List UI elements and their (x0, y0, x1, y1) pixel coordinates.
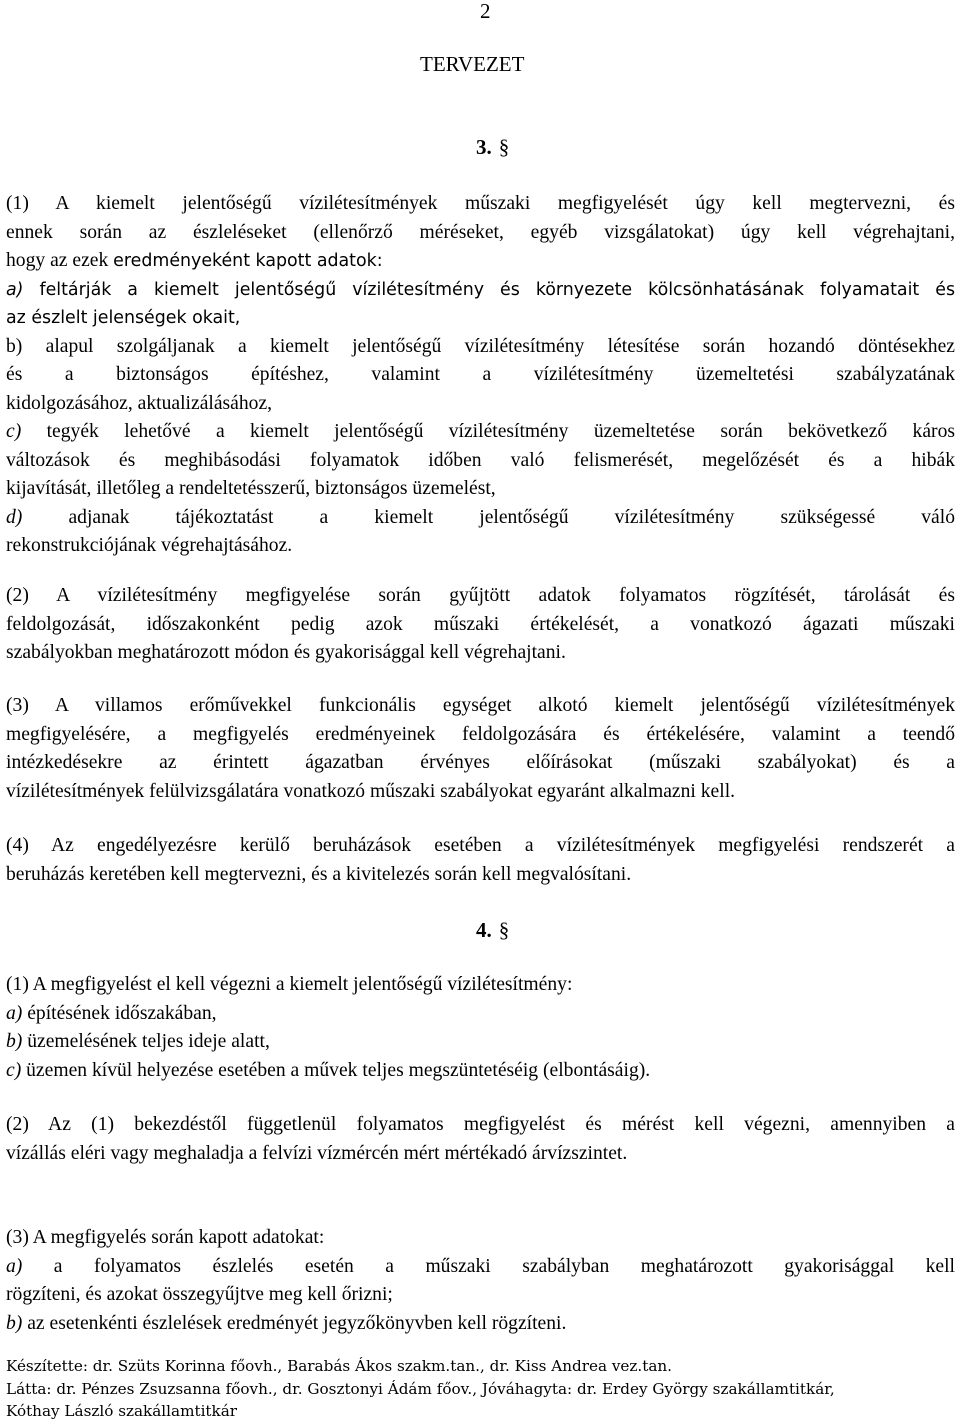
document-footer (6, 1355, 955, 1423)
section-3-number: 3. (476, 135, 492, 159)
s3p3-line-1: (3) A villamos erőművekkel funkcionális egységet alkotó kiemelt jelentőségű vízilétesítmények (6, 695, 955, 716)
s3p3-line-2: megfigyelésére, a megfigyelés eredményeinek feldolgozására és értékelésére, valamint a teendő (6, 723, 955, 745)
section-3-heading (476, 134, 509, 160)
footer-line-3: Kóthay László szakállamtitkár (6, 1402, 238, 1421)
s3p1-item-b-line-2: és a biztonságos építéshez, valamint a vízilétesítmény üzemeltetési szabályzatának (6, 364, 955, 385)
section-4-symbol: § (498, 918, 510, 942)
s3p4-line-2: beruházás keretében kell megtervezni, és a kivitelezés során kell megvalósítani. (6, 863, 632, 885)
s4p1-item-b: b) üzemelésének teljes ideje alatt, (6, 1031, 270, 1052)
page-number: 2 (480, 0, 491, 23)
s3p1-item-a-line-1: a) feltárják a kiemelt jelentőségű vízilétesítmény és környezete kölcsönhatásának folyamatait és (6, 279, 955, 300)
section-3-paragraph-1 (6, 190, 955, 561)
s4p1-item-c: c) üzemen kívül helyezése esetében a művek teljes megszüntetéséig (elbontásáig). (6, 1059, 651, 1081)
s4p3-item-a-line-2: rögzíteni, és azokat összegyűjtve meg kell őrizni; (6, 1284, 393, 1305)
s3p1-item-c-line-1: c) tegyék lehetővé a kiemelt jelentőségű vízilétesítmény üzemeltetése során bekövetkező káros (6, 421, 955, 442)
section-3-paragraph-4 (6, 832, 955, 889)
s3p1-intro-sans: eredményeként kapott adatok: (113, 251, 383, 271)
draft-label: TERVEZET (420, 52, 525, 76)
item-d-label: d) (6, 506, 23, 528)
item-c-label: c) (6, 421, 22, 442)
s4p3-intro: (3) A megfigyelés során kapott adatokat: (6, 1227, 325, 1248)
section-3-symbol: § (498, 135, 510, 159)
s3p1-item-d-line-1: d) adjanak tájékoztatást a kiemelt jelentőségű vízilétesítmény szükségessé váló (6, 506, 955, 528)
s4p3-item-a-line-1: a) a folyamatos észlelés esetén a műszaki szabályban meghatározott gyakorisággal kell (6, 1255, 955, 1277)
section-4-paragraph-2 (6, 1111, 955, 1168)
s3p1-line-3: hogy az ezek eredményeként kapott adatok: (6, 250, 383, 271)
s3p1-item-b-line-3: kidolgozásához, aktualizálásához, (6, 392, 273, 414)
s3p4-line-1: (4) Az engedélyezésre kerülő beruházások esetében a vízilétesítmények megfigyelési rendszerét a (6, 835, 955, 856)
s4p2-line-1: (2) Az (1) bekezdéstől függetlenül folyamatos megfigyelést és mérést kell végezni, amennyiben a (6, 1114, 955, 1135)
s4p1-intro: (1) A megfigyelést el kell végezni a kiemelt jelentőségű vízilétesítmény: (6, 974, 573, 995)
s4p2-line-2: vízállás eléri vagy meghaladja a felvízi vízmércén mért mértékadó árvízszintet. (6, 1142, 628, 1164)
section-4-paragraph-1 (6, 971, 955, 1085)
s3p2-line-1: (2) A vízilétesítmény megfigyelése során gyűjtött adatok folyamatos rögzítését, tárolását és (6, 585, 955, 606)
s3p1-line-1: (1) A kiemelt jelentőségű vízilétesítmények műszaki megfigyelését úgy kell megtervezni, és (6, 193, 955, 214)
item-a-label: a) (6, 279, 24, 300)
section-4-heading (476, 917, 509, 943)
section-4-paragraph-3 (6, 1224, 955, 1338)
s3p1-item-b-line-1: b) alapul szolgáljanak a kiemelt jelentőségű vízilétesítmény létesítése során hozandó döntésekhez (6, 335, 955, 357)
section-3-paragraph-3 (6, 692, 955, 806)
section-3-paragraph-2 (6, 582, 955, 668)
footer-line-1: Készítette: dr. Szüts Korinna főovh., Barabás Ákos szakm.tan., dr. Kiss Andrea vez.tan. (6, 1357, 673, 1375)
s3p2-line-2: feldolgozását, időszakonként pedig azok műszaki értékelését, a vonatkozó ágazati műszaki (6, 613, 955, 635)
s3p1-item-c-line-2: változások és meghibásodási folyamatok időben való felismerését, megelőzését és a hibák (6, 449, 955, 471)
s3p3-line-3: intézkedésekre az érintett ágazatban érvényes előírásokat (műszaki szabályokat) és a (6, 752, 955, 773)
s4p3-item-b: b) az esetenkénti észlelések eredményét jegyzőkönyvben kell rögzíteni. (6, 1312, 567, 1334)
s3p1-line-2: ennek során az észleléseket (ellenőrző méréseket, egyéb vizsgálatokat) úgy kell végrehajtani, (6, 221, 955, 243)
section-4-number: 4. (476, 918, 492, 942)
footer-line-2: Látta: dr. Pénzes Zsuzsanna főovh., dr. Gosztonyi Ádám főov., Jóváhagyta: dr. Erdey György szakállamtitkár, (6, 1379, 835, 1398)
s4p1-item-a: a) építésének időszakában, (6, 1002, 217, 1024)
s3p2-line-3: szabályokban meghatározott módon és gyakorisággal kell végrehajtani. (6, 642, 566, 663)
s3p1-item-a-line-2: az észlelt jelenségek okait, (6, 308, 241, 328)
s3p1-item-d-line-2: rekonstrukciójának végrehajtásához. (6, 535, 293, 556)
s3p1-item-c-line-3: kijavítását, illetőleg a rendeltetésszerű, biztonságos üzemelést, (6, 478, 496, 499)
s3p3-line-4: vízilétesítmények felülvizsgálatára vonatkozó műszaki szabályokat egyaránt alkalmazni kell. (6, 780, 736, 802)
